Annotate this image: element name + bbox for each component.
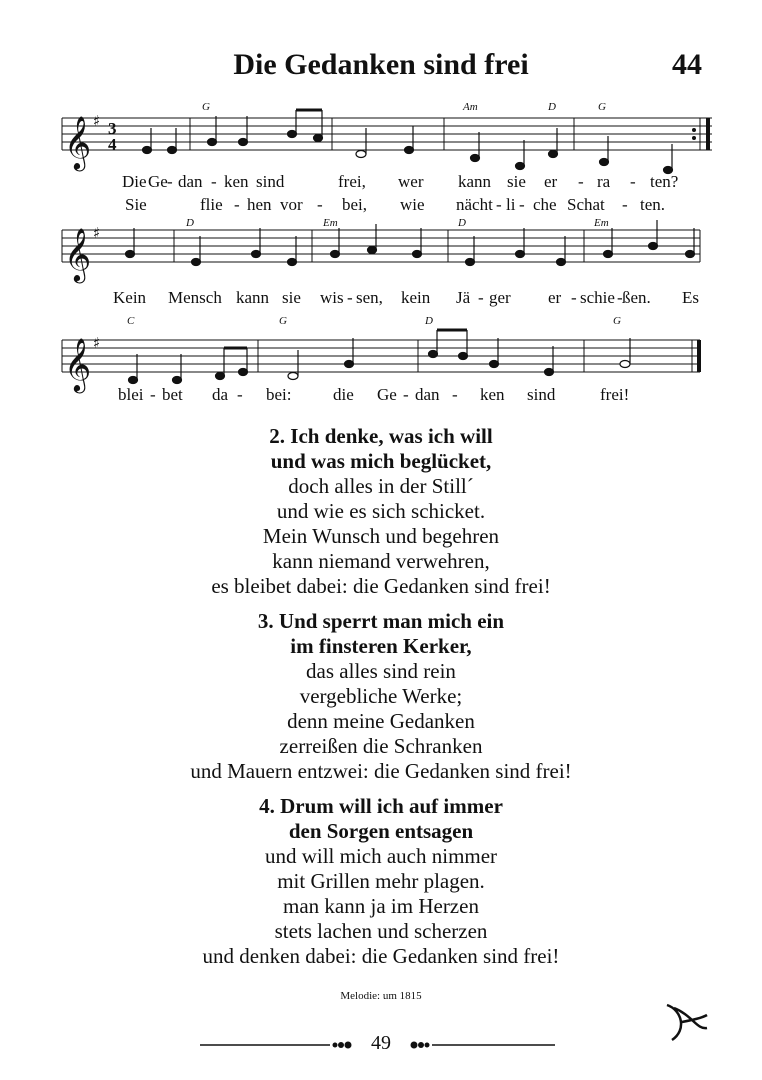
svg-text:Ge: Ge bbox=[377, 385, 397, 404]
svg-text:blei: blei bbox=[118, 385, 144, 404]
svg-text:G: G bbox=[279, 315, 287, 327]
svg-text:che: che bbox=[533, 195, 557, 214]
svg-text:ten.: ten. bbox=[640, 195, 666, 214]
svg-text:Mensch: Mensch bbox=[168, 288, 222, 307]
svg-text:vor: vor bbox=[280, 195, 303, 214]
svg-text:G: G bbox=[598, 101, 606, 113]
song-number: 44 bbox=[672, 48, 702, 81]
svg-text:-: - bbox=[317, 195, 323, 214]
svg-text:Sie: Sie bbox=[125, 195, 147, 214]
svg-text:D: D bbox=[458, 217, 466, 229]
svg-text:D: D bbox=[425, 315, 433, 327]
melody-credit: Melodie: um 1815 bbox=[340, 990, 422, 1002]
svg-text:da: da bbox=[212, 385, 229, 404]
treble-clef-icon: 𝄞 bbox=[64, 115, 92, 169]
flourish-icon bbox=[662, 1000, 712, 1045]
svg-text:-: - bbox=[452, 385, 458, 404]
svg-text:dan: dan bbox=[178, 172, 203, 191]
svg-text:ten?: ten? bbox=[650, 172, 679, 191]
svg-text:-: - bbox=[571, 288, 577, 307]
svg-text:D: D bbox=[548, 101, 556, 113]
svg-text:𝄞: 𝄞 bbox=[64, 227, 92, 281]
svg-text:-: - bbox=[403, 385, 409, 404]
svg-text:G: G bbox=[613, 315, 621, 327]
svg-text:-: - bbox=[150, 385, 156, 404]
svg-text:kein: kein bbox=[401, 288, 431, 307]
svg-text:Schat: Schat bbox=[567, 195, 605, 214]
music-notation bbox=[0, 0, 762, 420]
svg-text:wie: wie bbox=[400, 195, 425, 214]
svg-text:-: - bbox=[167, 172, 173, 191]
svg-text:G: G bbox=[202, 101, 210, 113]
svg-text:li: li bbox=[506, 195, 516, 214]
svg-text:sind: sind bbox=[256, 172, 285, 191]
svg-text:bei:: bei: bbox=[266, 385, 292, 404]
svg-text:frei,: frei, bbox=[338, 172, 366, 191]
svg-text:♯: ♯ bbox=[93, 224, 101, 242]
svg-text:4: 4 bbox=[108, 135, 117, 154]
svg-text:C: C bbox=[127, 315, 135, 327]
svg-text:er: er bbox=[548, 288, 562, 307]
svg-text:sen,: sen, bbox=[356, 288, 383, 307]
svg-text:♯: ♯ bbox=[93, 112, 101, 130]
svg-text:sie: sie bbox=[507, 172, 526, 191]
svg-text:-: - bbox=[578, 172, 584, 191]
svg-text:bet: bet bbox=[162, 385, 183, 404]
svg-text:kann: kann bbox=[236, 288, 270, 307]
svg-text:hen: hen bbox=[247, 195, 272, 214]
verse-3: 3. Und sperrt man mich ein im finsteren Kerker, das alles sind rein vergebliche Werke; denn meine Gedanken zerreißen die Schranken und Mauern entzwei: die Gedanken sind frei! bbox=[190, 609, 572, 783]
svg-text:Am: Am bbox=[463, 101, 478, 113]
svg-text:sind: sind bbox=[527, 385, 556, 404]
song-title: Die Gedanken sind frei bbox=[233, 48, 529, 81]
svg-text:Em: Em bbox=[323, 217, 338, 229]
svg-text:Jä: Jä bbox=[456, 288, 471, 307]
lyric-syllable: Die bbox=[122, 172, 147, 191]
page-number: 49 bbox=[371, 1032, 391, 1054]
svg-text:dan: dan bbox=[415, 385, 440, 404]
svg-text:-: - bbox=[617, 288, 623, 307]
verse-2: 2. Ich denke, was ich will und was mich beglücket, doch alles in der Still´ und wie es sich schicket. Mein Wunsch und begehren kann niemand verwehren, es bleibet dabei: die Gedanken sind frei! bbox=[211, 424, 551, 598]
svg-text:wis: wis bbox=[320, 288, 344, 307]
svg-text:Es: Es bbox=[682, 288, 699, 307]
svg-text:-: - bbox=[478, 288, 484, 307]
svg-text:Kein: Kein bbox=[113, 288, 147, 307]
svg-text:-: - bbox=[519, 195, 525, 214]
verses bbox=[0, 424, 762, 979]
svg-text:3: 3 bbox=[108, 119, 117, 138]
svg-text:ken: ken bbox=[480, 385, 505, 404]
svg-text:ken: ken bbox=[224, 172, 249, 191]
svg-text:𝄞: 𝄞 bbox=[64, 337, 92, 391]
svg-text:D: D bbox=[186, 217, 194, 229]
svg-text:ger: ger bbox=[489, 288, 511, 307]
svg-text:kann: kann bbox=[458, 172, 492, 191]
svg-text:bei,: bei, bbox=[342, 195, 368, 214]
svg-text:er: er bbox=[544, 172, 558, 191]
svg-text:die: die bbox=[333, 385, 354, 404]
svg-text:wer: wer bbox=[398, 172, 424, 191]
svg-text:-: - bbox=[234, 195, 240, 214]
svg-text:-: - bbox=[347, 288, 353, 307]
svg-text:Ge: Ge bbox=[148, 172, 168, 191]
svg-text:-: - bbox=[211, 172, 217, 191]
svg-text:-: - bbox=[237, 385, 243, 404]
svg-text:schie: schie bbox=[580, 288, 615, 307]
svg-text:ra: ra bbox=[597, 172, 611, 191]
svg-text:-: - bbox=[496, 195, 502, 214]
svg-text:nächt: nächt bbox=[456, 195, 493, 214]
verse-4: 4. Drum will ich auf immer den Sorgen entsagen und will mich auch nimmer mit Grillen mehr plagen. man kann ja im Herzen stets lachen und scherzen und denken dabei: die Gedanken sind frei! bbox=[202, 794, 560, 968]
svg-text:♯: ♯ bbox=[93, 334, 101, 352]
svg-text:-: - bbox=[630, 172, 636, 191]
svg-text:ßen.: ßen. bbox=[622, 288, 651, 307]
svg-text:-: - bbox=[622, 195, 628, 214]
svg-text:frei!: frei! bbox=[600, 385, 630, 404]
svg-text:Em: Em bbox=[594, 217, 609, 229]
svg-text:flie: flie bbox=[200, 195, 223, 214]
svg-text:sie: sie bbox=[282, 288, 301, 307]
